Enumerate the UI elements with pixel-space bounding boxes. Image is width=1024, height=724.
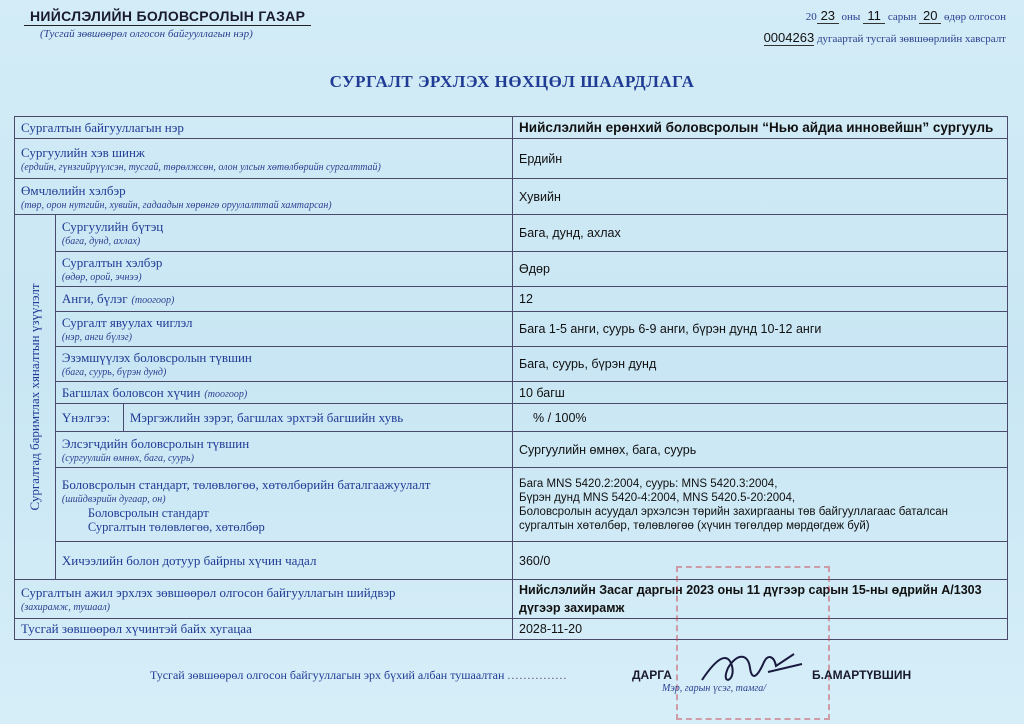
structure-value: Бага, дунд, ахлах (519, 226, 621, 240)
ownership-hint: (төр, орон нутгийн, хувийн, гадаадын хөрөнгө оруулалттай хамтарсан) (21, 199, 332, 211)
day-suffix: өдөр олгосон (944, 11, 1006, 23)
footer-dots: ............... (507, 668, 568, 682)
row-level (15, 347, 1008, 382)
row-direction (15, 312, 1008, 347)
document-title: СУРГАЛТ ЭРХЛЭХ НӨХЦӨЛ ШААРДЛАГА (329, 72, 695, 91)
level-value: Бага, суурь, бүрэн дунд (519, 357, 657, 371)
school-type-hint: (ердийн, гүнзгийрүүлсэн, тусгай, төрөлжсөн, олон улсын хөтөлбөрийн сургалттай) (21, 161, 381, 173)
decision-value: Нийслэлийн Засаг даргын 2023 оны 11 дүгээр сарын 15-ны өдрийн А/1303 дүгээр захирамж (519, 583, 982, 615)
signatory-name: Б.АМАРТҮВШИН (812, 668, 912, 682)
issuer-hint: (Тусгай зөвшөөрөл олгосон байгууллагын нэр) (40, 28, 253, 40)
row-school-type (15, 139, 1008, 179)
school-type-label: Сургуулийн хэв шинж (21, 144, 145, 160)
year-suffix: оны (841, 11, 861, 23)
row-teachers (15, 382, 1008, 404)
year-prefix: 20 (805, 11, 817, 23)
entry-hint: (сургуулийн өмнөх, бага, суурь) (61, 452, 194, 464)
quality-sub: Мэргэжлийн зэрэг, багшлах эрхтэй багшийн хувь (129, 409, 404, 425)
school-type-value: Ердийн (519, 151, 563, 166)
org-value: Нийслэлийн ерөнхий боловсролын “Нью айдиа инновейшн” сургууль (519, 119, 994, 135)
row-capacity (15, 542, 1008, 580)
footer-signatory-label (150, 668, 567, 683)
issue-day: 20 (919, 8, 941, 24)
requirements-table (14, 116, 1008, 640)
issue-date-block (764, 8, 1006, 46)
standard-hint: (шийдвэрийн дугаар, он) (61, 493, 166, 505)
standard-sub2: Сургалтын төлөвлөгөө, хөтөлбөр (87, 519, 265, 534)
attachment-text: дугаартай тусгай зөвшөөрлийн хавсралт (816, 33, 1006, 45)
decision-hint: (захирамж, тушаал) (21, 602, 111, 613)
row-decision (15, 580, 1008, 619)
row-validity (15, 619, 1008, 640)
form-hint: (өдөр, орой, эчнээ) (61, 272, 142, 283)
entry-value: Сургуулийн өмнөх, бага, суурь (519, 442, 697, 457)
row-structure (15, 215, 1008, 252)
row-entry (15, 432, 1008, 468)
attachment-number: 0004263 (763, 30, 815, 45)
validity-label: Тусгай зөвшөөрөл хүчинтэй байх хугацаа (21, 621, 252, 636)
direction-hint: (нэр, анги бүлэг) (61, 332, 132, 343)
issuer-block (24, 8, 311, 40)
signatory-position: ДАРГА (632, 668, 672, 682)
standard-value-line1: Бага MNS 5420.2:2004, суурь: MNS 5420.3:2004, (519, 477, 778, 490)
form-label: Сургалтын хэлбэр (61, 255, 163, 270)
official-stamp (676, 566, 830, 720)
standard-value-line4: сургалтын хөтөлбөр, төлөвлөгөө (хүчин төгөлдөр мөрдөгдөж буй) (519, 519, 870, 532)
org-label: Сургалтын байгууллагын нэр (21, 119, 184, 135)
teachers-hint: (тоогоор) (204, 388, 248, 400)
structure-label: Сургуулийн бүтэц (61, 219, 164, 234)
row-form (15, 252, 1008, 287)
level-label: Эзэмшүүлэх боловсролын түвшин (61, 350, 252, 365)
ownership-value: Хувийн (519, 189, 561, 204)
month-suffix: сарын (887, 11, 917, 23)
row-ownership (15, 179, 1008, 215)
standard-value-line2: Бүрэн дунд MNS 5420-4:2004, MNS 5420.5-20:2004, (519, 491, 796, 504)
standard-label: Боловсролын стандарт, төлөвлөгөө, хөтөлбөрийн баталгаажуулалт (61, 476, 431, 492)
footer-label: Тусгай зөвшөөрөл олгосон байгууллагын эрх бүхий албан тушаалтан (150, 668, 505, 682)
vertical-section-label: Сургалтад баримтлах хяналтын үзүүлэлт (26, 283, 42, 511)
capacity-value: 360/0 (519, 553, 551, 568)
structure-hint: (бага, дунд, ахлах) (61, 236, 141, 247)
standard-sub1: Боловсролын стандарт (87, 505, 209, 520)
classes-hint: (тоогоор) (131, 295, 175, 306)
issue-month: 11 (863, 8, 885, 24)
standard-value-line3: Боловсролын асуудал эрхэлсэн төрийн захиргааны төв байгууллагаас баталсан (519, 505, 949, 518)
row-standard (15, 468, 1008, 542)
quality-label: Үнэлгээ: (61, 409, 111, 425)
row-quality (15, 404, 1008, 432)
teachers-value: 10 багш (519, 385, 565, 400)
direction-label: Сургалт явуулах чиглэл (61, 315, 193, 330)
validity-value: 2028-11-20 (519, 622, 583, 636)
level-hint: (бага, суурь, бүрэн дунд) (61, 367, 167, 378)
form-value: Өдөр (519, 262, 550, 276)
direction-value: Бага 1-5 анги, суурь 6-9 анги, бүрэн дунд 10-12 анги (519, 322, 822, 336)
decision-label: Сургалтын ажил эрхлэх зөвшөөрөл олгосон байгууллагын шийдвэр (21, 585, 396, 600)
quality-value: % / 100% (533, 410, 587, 425)
issuer-name: НИЙСЛЭЛИЙН БОЛОВСРОЛЫН ГАЗАР (24, 8, 311, 26)
row-classes (15, 287, 1008, 312)
signature-hint: Мэр, гарын үсэг, тамга/ (662, 683, 767, 694)
classes-label: Анги, бүлэг (61, 291, 128, 306)
ownership-label: Өмчлөлийн хэлбэр (21, 182, 126, 198)
issue-year: 23 (817, 8, 839, 24)
teachers-label: Багшлах боловсон хүчин (61, 384, 201, 400)
entry-label: Элсэгчдийн боловсролын түвшин (61, 435, 250, 451)
capacity-label: Хичээлийн болон дотуур байрны хүчин чадал (61, 552, 317, 568)
classes-value: 12 (519, 292, 533, 306)
row-org (15, 117, 1008, 139)
